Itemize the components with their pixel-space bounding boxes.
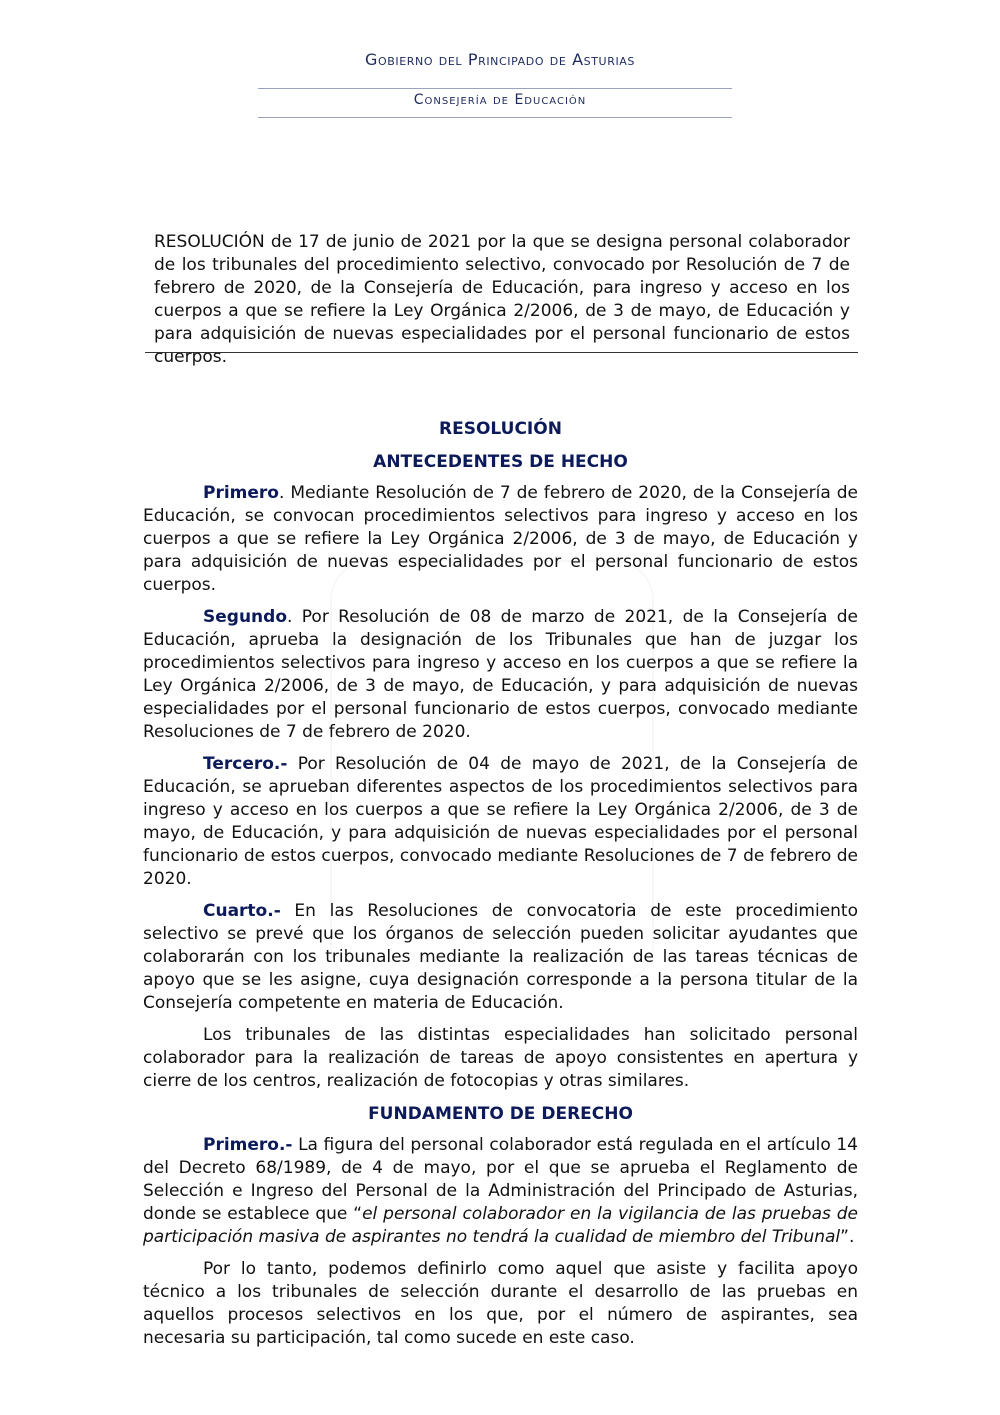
antecedente-tercero	[143, 753, 858, 891]
header-divider-top	[258, 88, 732, 89]
antecedente-cuarto-label: Cuarto.-	[203, 901, 281, 921]
fundamento-primero-end: ”.	[840, 1227, 855, 1247]
department-header: Consejería de Educación	[413, 92, 587, 108]
header-divider-bottom	[258, 117, 732, 118]
antecedente-primero-label: Primero	[203, 483, 279, 503]
antecedente-tercero-text: Por Resolución de 04 de mayo de 2021, de la Consejería de Educación, se aprueban diferentes aspectos de los procedimientos selectivos para ingreso y acceso en los cuerpos a que se refiere la Ley Orgánica 2/2006, de 3 de mayo, de Educación, y para adquisición de nuevas especialidades por el personal funcionario de estos cuerpos, convocado mediante Resoluciones de 7 de febrero de 2020.	[143, 754, 858, 889]
fundamento-primero	[143, 1134, 858, 1249]
antecedente-primero-text: . Mediante Resolución de 7 de febrero de 2020, de la Consejería de Educación, se convocan procedimientos selectivos para ingreso y acceso en los cuerpos a que se refiere la Ley Orgánica 2/2006, de 3 de mayo, de Educación y para adquisición de nuevas especialidades por el personal funcionario de estos cuerpos.	[143, 483, 858, 595]
antecedente-segundo	[143, 606, 858, 744]
antecedente-primero	[143, 482, 858, 597]
fundamento-por-lo-tanto: Por lo tanto, podemos definirlo como aquel que asiste y facilita apoyo técnico a los tribunales de selección durante el desarrollo de las pruebas en aquellos procesos selectivos en los que, por el número de aspirantes, sea necesaria su participación, tal como sucede en este caso.	[143, 1259, 858, 1348]
antecedente-tercero-label: Tercero.-	[203, 754, 288, 774]
fundamento-primero-quote: el personal colaborador en la vigilancia de las pruebas de participación masiva de aspirantes no tendrá la cualidad de miembro del Tribunal	[143, 1204, 858, 1247]
fundamento-primero-text: La figura del personal colaborador está regulada en el artículo 14 del Decreto 68/1989, de 4 de mayo, por el que se aprueba el Reglamento de Selección e Ingreso del Personal de la Administración del Principado de Asturias, donde se establece que “	[143, 1135, 858, 1224]
antecedente-tribunales: Los tribunales de las distintas especialidades han solicitado personal colaborador para la realización de tareas de apoyo consistentes en apertura y cierre de los centros, realización de fotocopias y otras similares.	[143, 1025, 858, 1091]
government-header: Gobierno del Principado de Asturias	[364, 50, 635, 69]
section-antecedentes-heading: ANTECEDENTES DE HECHO	[373, 452, 628, 472]
document-title: RESOLUCIÓN de 17 de junio de 2021 por la que se designa personal colaborador de los tribunales del procedimiento selectivo, convocado por Resolución de 7 de febrero de 2020, de la Consejería de Educación, para ingreso y acceso en los cuerpos a que se refiere la Ley Orgánica 2/2006, de 3 de mayo, de Educación y para adquisición de nuevas especialidades por el personal funcionario de estos cuerpos.	[154, 232, 850, 367]
antecedente-segundo-text: . Por Resolución de 08 de marzo de 2021, de la Consejería de Educación, aprueba la designación de los Tribunales que han de juzgar los procedimientos selectivos para ingreso y acceso en los cuerpos a que se refiere la Ley Orgánica 2/2006, de 3 de mayo, de Educación, y para adquisición de nuevas especialidades por el personal funcionario de estos cuerpos, convocado mediante Resoluciones de 7 de febrero de 2020.	[143, 607, 858, 742]
section-fundamento-heading: FUNDAMENTO DE DERECHO	[368, 1104, 633, 1124]
title-divider	[145, 352, 858, 353]
fundamento-primero-label: Primero.-	[203, 1135, 293, 1155]
antecedente-segundo-label: Segundo	[203, 607, 287, 627]
section-resolucion-heading: RESOLUCIÓN	[439, 419, 562, 439]
antecedente-cuarto	[143, 900, 858, 1015]
document-body	[143, 418, 858, 1359]
antecedente-cuarto-text: En las Resoluciones de convocatoria de este procedimiento selectivo se prevé que los órganos de selección pueden solicitar ayudantes que colaborarán con los tribunales mediante la realización de las tareas técnicas de apoyo que se les asigne, cuya designación corresponde a la persona titular de la Consejería competente en materia de Educación.	[143, 901, 858, 1013]
